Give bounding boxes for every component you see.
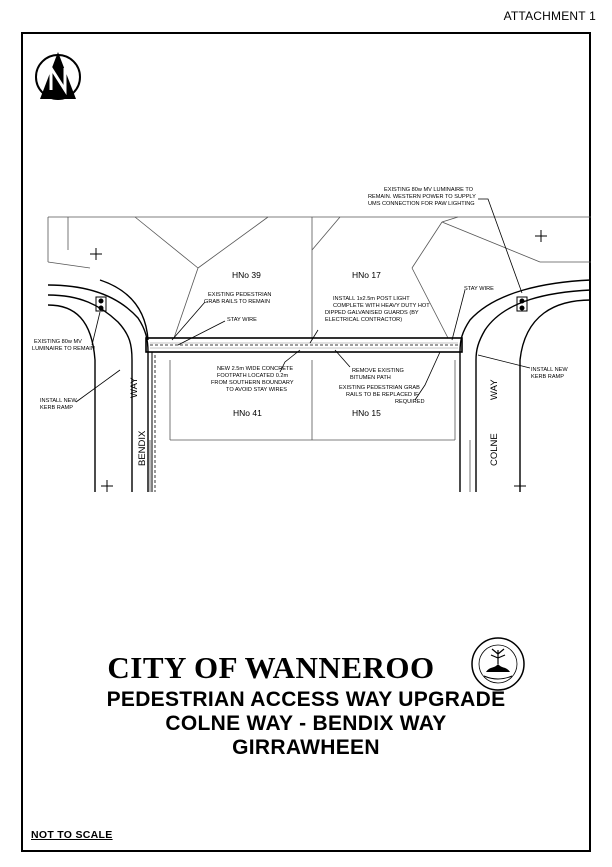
street-label-bendix: BENDIX [137,430,148,466]
lot-label-hno41: HNo 41 [233,408,262,418]
survey-marks [90,230,547,492]
note-footpath-4: TO AVOID STAY WIRES [226,387,288,393]
access-way-path [146,338,462,492]
attachment-label: ATTACHMENT 1 [503,9,596,23]
note-post-light-4: ELECTRICAL CONTRACTOR) [325,317,403,323]
note-western-power-3: UMS CONNECTION FOR PAW LIGHTING [368,201,475,207]
note-grab-rails-remain-2: GRAB RAILS TO REMAIN [204,299,271,305]
note-kerb-ramp-left-2: KERB RAMP [40,405,73,411]
lot-label-hno39: HNo 39 [232,270,261,280]
note-western-power: EXISTING 80w MV LUMINAIRE TO [384,187,474,193]
note-stay-wire-right: STAY WIRE [464,286,494,292]
north-arrow-icon [36,52,80,99]
note-footpath: NEW 2.5m WIDE CONCRETE [217,366,294,372]
note-remove-bitumen-2: BITUMEN PATH [350,375,391,381]
note-grab-rails-replace-3: REQUIRED [395,399,425,405]
note-remove-bitumen: REMOVE EXISTING [352,368,404,374]
note-kerb-ramp-right-2: KERB RAMP [531,374,564,380]
project-streets: COLNE WAY - BENDIX WAY [165,712,447,735]
city-seal-icon [470,636,526,692]
note-grab-rails-replace-2: RAILS TO BE REPLACED IF [346,392,419,398]
organisation-name: CITY OF WANNEROO [107,650,435,685]
note-grab-rails-replace: EXISTING PEDESTRIAN GRAB [339,385,420,391]
note-western-power-2: REMAIN. WESTERN POWER TO SUPPLY [368,194,476,200]
note-post-light-2: COMPLETE WITH HEAVY DUTY HOT [333,303,430,309]
note-kerb-ramp-right: INSTALL NEW [531,367,568,373]
note-post-light-3: DIPPED GALVANISED GUARDS (BY [325,310,419,316]
lot-label-hno15: HNo 15 [352,408,381,418]
note-luminaire-existing: EXISTING 80w MV [34,339,82,345]
project-title: PEDESTRIAN ACCESS WAY UPGRADE [106,688,506,711]
luminaire-icon [96,297,106,311]
note-post-light: INSTALL 1x2.5m POST LIGHT [333,296,410,302]
street-label-colne: COLNE [489,433,500,466]
note-footpath-2: FOOTPATH LOCATED 0.2m [217,373,289,379]
leader-lines [76,199,530,402]
note-kerb-ramp-left: INSTALL NEW [40,398,77,404]
project-suburb: GIRRAWHEEN [232,736,380,759]
scale-note: NOT TO SCALE [31,829,113,841]
note-luminaire-existing-2: LUMINAIRE TO REMAIN [32,346,95,352]
street-label-colne-way: WAY [489,379,500,400]
lot-label-hno17: HNo 17 [352,270,381,280]
colne-way-road [460,280,591,492]
note-footpath-3: FROM SOUTHERN BOUNDARY [211,380,294,386]
street-label-bendix-way: WAY [129,377,140,398]
note-stay-wire-left: STAY WIRE [227,317,257,323]
note-grab-rails-remain: EXISTING PEDESTRIAN [208,292,272,298]
